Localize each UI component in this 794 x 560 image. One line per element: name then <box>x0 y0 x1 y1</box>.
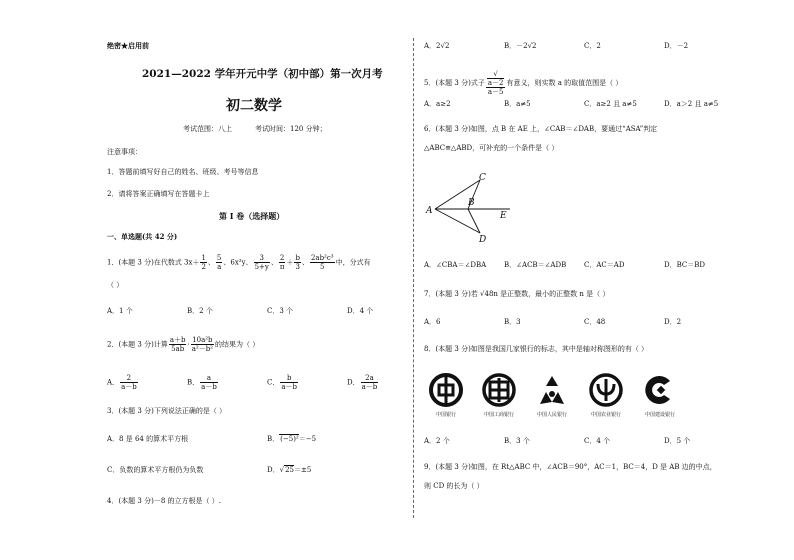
q7-option-c: C．48 <box>584 318 606 326</box>
q3-option-c: C．负数的算术平方根仍为负数 <box>107 466 204 474</box>
q6-stem-line2: △ABC≌△ABD，可补充的一个条件是（ ） <box>424 144 559 152</box>
q5-option-a: A．a≥2 <box>424 100 451 108</box>
label-b: B <box>468 198 475 208</box>
q6-option-c: C．AC＝AD <box>584 261 625 269</box>
q4-option-b: B．－2√2 <box>504 42 537 50</box>
q7-option-b: B．3 <box>504 318 521 326</box>
q5-option-b: B．a≠5 <box>504 100 531 108</box>
q1-stem-start: 1．(本题 3 分)在代数式 3x＋ <box>107 258 200 267</box>
exam-title: 2021—2022 学年开元中学（初中部）第一次月考 <box>142 68 383 80</box>
bank-of-china-logo <box>428 372 464 408</box>
q2-option-b: B． $\frac{a}{a-b}$ <box>187 374 217 391</box>
q2-stem: 2．(本题 3 分)计算 $\frac{a+b}{5ab}$ · $\frac{\text{10a²b}}{\text{a²－b²}}$ 的结果为（ ） <box>107 336 260 353</box>
q1-option-a: A．1 个 <box>107 307 133 315</box>
q1-option-b: B．2 个 <box>187 307 213 315</box>
subject-title: 初二数学 <box>226 98 282 114</box>
q3-stem: 3．(本题 3 分)下列说法正确的是（ ） <box>107 407 227 415</box>
ccb-logo <box>642 372 678 408</box>
q2-option-d: D． $\frac{2a}{a-b}$ <box>347 374 378 391</box>
q4-option-a: A．2√2 <box>424 42 450 50</box>
q1-stem: 1．(本题 3 分)在代数式 3x＋ $\frac{1}{2}$ 、 $\frac{5}{a}$ 、6x²y、 $\frac{3}{5+y}$ 、 $\frac{2}{\pi}$ ＋ $\frac{b}{3}$ 、 $\frac{\text{2ab²c³}}{5}$ 中，分式有 <box>107 254 371 271</box>
q3-option-b: B．(−5)²＝−5 <box>267 435 317 443</box>
bank-label-4: 中国农业银行 <box>590 412 621 418</box>
q4-option-d: D．－2 <box>664 42 689 50</box>
q7-option-d: D．2 <box>664 318 682 326</box>
q9-stem-line1: 9．(本题 3 分)如图，在 Rt△ABC 中，∠ACB＝90°，AC＝1，BC＝4，D 是 AB 边的中点， <box>424 463 717 471</box>
label-e: E <box>500 211 507 221</box>
q8-stem: 8．(本题 3 分)如图是我国几家银行的标志，其中是轴对称图形的有（ ） <box>424 345 649 353</box>
q5-option-d: D．a＞2 且 a≠5 <box>664 100 719 108</box>
q1-option-d: D．4 个 <box>347 307 374 315</box>
note-1: 1．答题前填写好自己的姓名、班级、考号等信息 <box>107 168 259 176</box>
bank-label-1: 中国银行 <box>435 412 456 418</box>
section-title: 第 I 卷（选择题） <box>219 211 285 221</box>
q1-fraction-6: $\frac{\text{2ab²c³}}{5}$ <box>310 254 334 271</box>
label-c: C <box>479 173 486 183</box>
q2-stem-start: 2．(本题 3 分)计算 <box>107 340 168 349</box>
q8-option-c: C．4 个 <box>584 437 611 445</box>
column-divider <box>413 38 414 518</box>
q3-option-a: A．8 是 64 的算术平方根 <box>107 435 189 443</box>
q9-stem-line2: 则 CD 的长为（ ） <box>424 482 484 490</box>
q8-option-b: B．3 个 <box>504 437 530 445</box>
pboc-logo <box>534 372 570 408</box>
bank-label-3: 中国人民银行 <box>536 412 567 418</box>
bank-label-5: 中国建设银行 <box>644 412 675 418</box>
q2-stem-end: 的结果为（ ） <box>215 340 260 349</box>
part-title: 一、单选题(共 42 分) <box>107 232 178 241</box>
notes-title: 注意事项： <box>107 148 142 156</box>
q6-stem-line1: 6．(本题 3 分)如图，点 B 在 AE 上，∠CAB＝∠DAB，要通过“ASA”判定 <box>424 125 658 133</box>
abc-logo <box>588 372 624 408</box>
q3-option-d: D．√25＝±5 <box>267 466 312 474</box>
label-a: A <box>426 206 433 216</box>
q1-fraction-2: $\frac{5}{a}$ <box>216 254 222 271</box>
q1-blank: （ ） <box>107 281 124 289</box>
q4-stem: 4．(本题 3 分)－8 的立方根是（ ）. <box>107 497 221 505</box>
q1-fraction-5: $\frac{b}{3}$ <box>295 254 300 271</box>
q6-option-d: D．BC＝BD <box>664 261 705 269</box>
q2-option-c: C． $\frac{b}{a-b}$ <box>267 374 298 391</box>
q8-option-d: D．5 个 <box>664 437 691 445</box>
q6-triangle-figure <box>420 168 530 248</box>
exam-time: 考试时间：120 分钟； <box>255 125 327 133</box>
q2-fraction-2: $\frac{\text{10a²b}}{\text{a²－b²}}$ <box>191 336 213 353</box>
q1-option-c: C．3 个 <box>267 307 294 315</box>
q7-option-a: A．6 <box>424 318 441 326</box>
q5-fraction: √ a－2 a－5 <box>487 70 504 96</box>
exam-scope: 考试范围：八上 <box>183 125 232 133</box>
q2-option-a: A． $\frac{2}{a-b}$ <box>107 374 137 391</box>
confidential-mark: 绝密★启用前 <box>107 41 149 50</box>
label-d: D <box>479 235 487 245</box>
segment-ad <box>435 209 480 233</box>
q4-option-c: C．2 <box>584 42 601 50</box>
bank-label-2: 中国工商银行 <box>483 412 514 418</box>
q2-fraction-1: $\frac{a+b}{5ab}$ <box>169 336 186 353</box>
q1-fraction-4: $\frac{2}{\pi}$ <box>279 254 285 271</box>
q1-stem-end: 中，分式有 <box>335 258 371 267</box>
q7-stem: 7．(本题 3 分)若 √48n 是正整数，最小的正整数 n 是（ ） <box>424 290 610 298</box>
q1-fraction-1: $\frac{1}{2}$ <box>201 254 206 271</box>
q5-option-c: C．a≥2 且 a≠5 <box>584 100 637 108</box>
note-2: 2．请将答案正确填写在答题卡上 <box>107 190 210 198</box>
q6-option-a: A．∠CBA＝∠DBA <box>424 261 487 269</box>
icbc-logo <box>481 372 517 408</box>
q1-fraction-3: $\frac{3}{5+y}$ <box>254 254 269 271</box>
q6-option-b: B．∠ACB＝∠ADB <box>504 261 567 269</box>
q8-option-a: A．2 个 <box>424 437 450 445</box>
q5-stem: 5．(本题 3 分)式子 √ a－2 a－5 有意义，则实数 a 的取值范围是（ ） <box>424 70 623 96</box>
